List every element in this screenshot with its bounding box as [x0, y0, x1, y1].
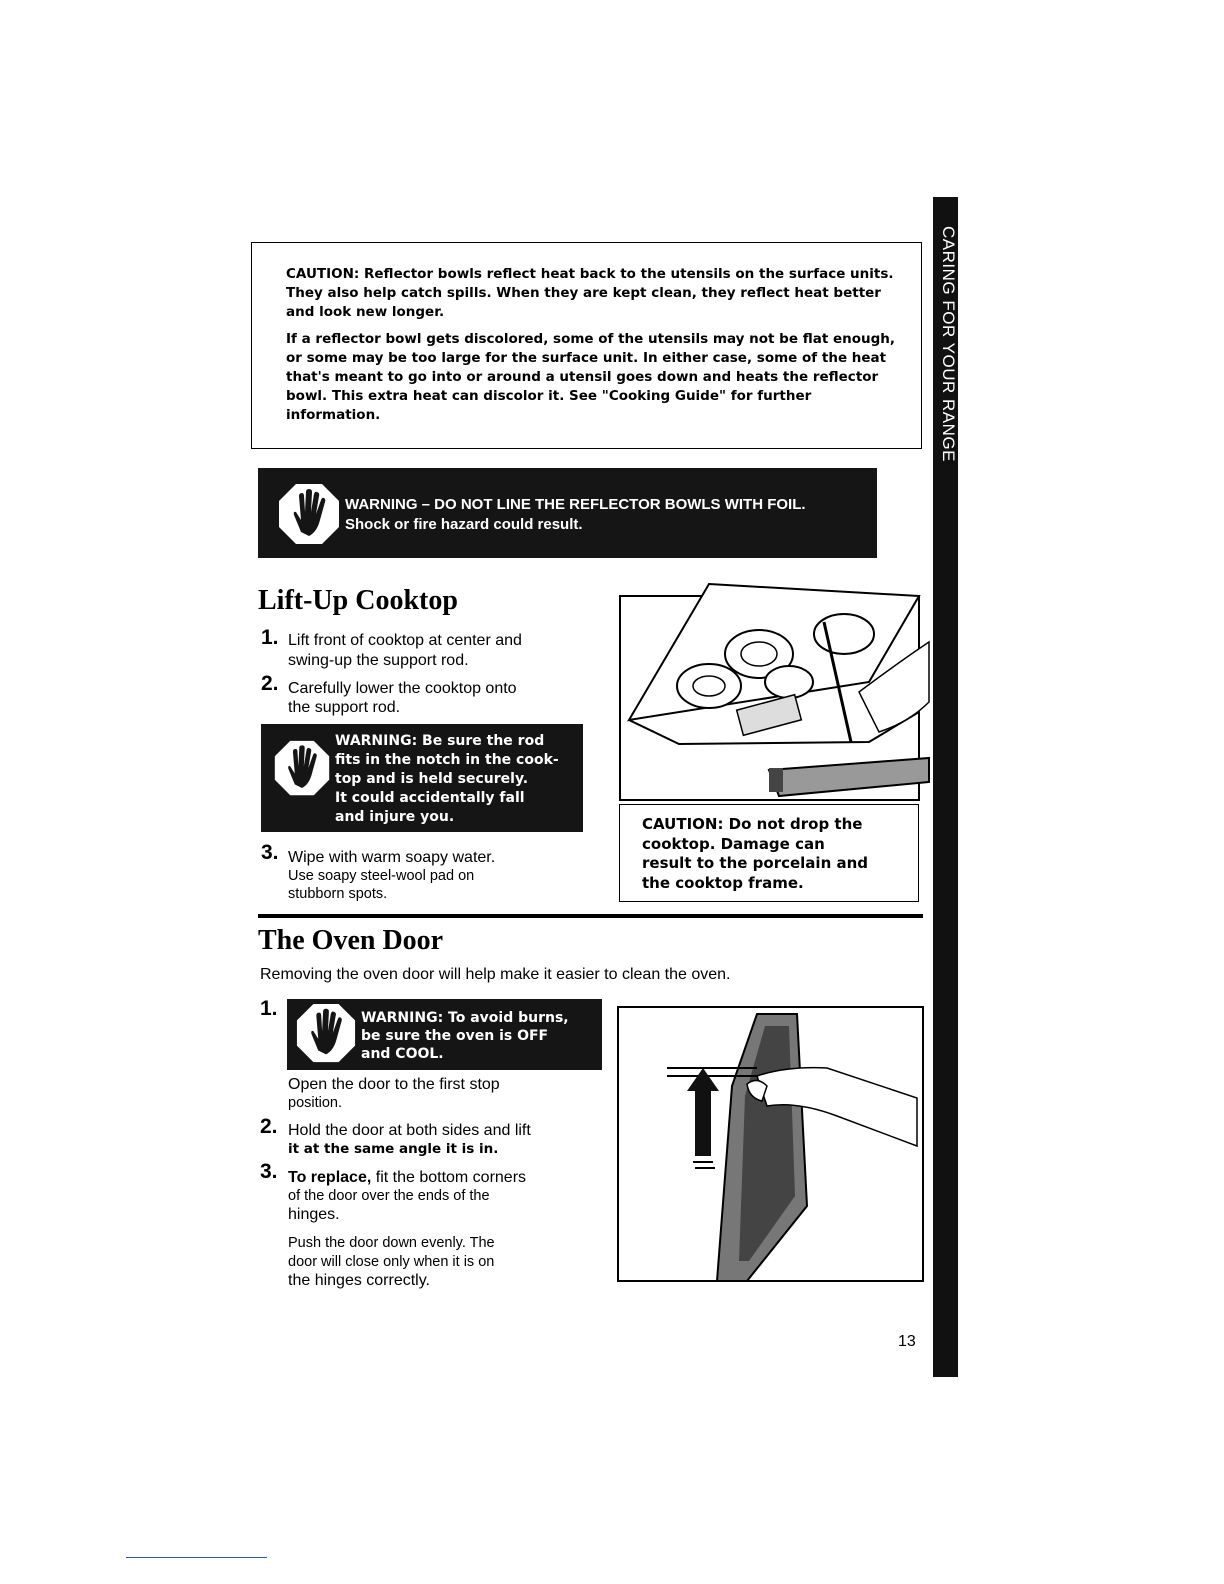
step-text: the support rod. [288, 699, 401, 716]
step-number: 1. [260, 997, 278, 1020]
section-divider [258, 914, 923, 918]
step-text-emphasis: it at the same angle it is in. [288, 1141, 499, 1157]
step-subtext: Push the door down evenly. The [288, 1235, 495, 1251]
oven-door-intro: Removing the oven door will help make it easier to clean the oven. [260, 966, 731, 983]
step-text: swing-up the support rod. [288, 652, 469, 669]
section-heading-oven-door: The Oven Door [258, 925, 444, 956]
step-number: 3. [260, 1160, 278, 1183]
step-text: To replace, fit the bottom corners [288, 1169, 527, 1186]
step-number: 3. [261, 841, 279, 864]
warning-foil-line-2: Shock or fire hazard could result. [345, 516, 583, 533]
step-text: Carefully lower the cooktop onto [288, 680, 517, 697]
section-heading-lift-up-cooktop: Lift-Up Cooktop [258, 585, 458, 616]
step-text: Lift front of cooktop at center and [288, 632, 522, 649]
warning-banner-foil [258, 468, 877, 558]
stop-hand-icon [295, 1002, 357, 1064]
step-number: 2. [260, 1115, 278, 1138]
warning-box-burns [287, 999, 602, 1070]
step-subtext: the hinges correctly. [288, 1272, 430, 1289]
stop-hand-icon [277, 482, 341, 546]
oven-door-illustration [617, 1006, 924, 1282]
warning-burns-text: WARNING: To avoid burns, be sure the oven is OFF and COOL. [361, 1010, 569, 1062]
step-text: Open the door to the first stop [288, 1076, 500, 1093]
warning-foil-line-1: WARNING – DO NOT LINE THE REFLECTOR BOWLS WITH FOIL. [345, 496, 806, 513]
warning-box-rod [261, 724, 583, 832]
step-number: 2. [261, 672, 279, 695]
stop-hand-icon [273, 739, 331, 797]
page-number: 13 [898, 1333, 916, 1350]
caution-box-reflector [251, 242, 922, 449]
step-text: position. [288, 1095, 343, 1111]
step-text: of the door over the ends of the [288, 1188, 490, 1204]
side-tab-label: CARING FOR YOUR RANGE [939, 226, 958, 462]
step-text: Wipe with warm soapy water. [288, 849, 496, 866]
step-subtext: stubborn spots. [288, 886, 388, 902]
footer-link-underline [126, 1557, 267, 1558]
caution-cooktop-text: CAUTION: Do not drop the cooktop. Damage can result to the porcelain and the cooktop frame. [642, 815, 869, 892]
caution-reflector-paragraph-2: If a reflector bowl gets discolored, some of the utensils may not be flat enough, or some may be too large for the surface unit. In either case, some of the heat that's meant to go into or around a utensil goes down and heats the reflector bowl. This extra heat can discolor it. See "Cooking Guide" for further information. [286, 331, 896, 423]
step-subtext: door will close only when it is on [288, 1254, 495, 1270]
step-text-emphasis: To replace, [288, 1169, 372, 1186]
caution-box-cooktop [619, 804, 919, 902]
step-subtext: Use soapy steel-wool pad on [288, 868, 475, 884]
step-text: hinges. [288, 1206, 340, 1223]
warning-rod-text: WARNING: Be sure the rod fits in the notch in the cook- top and is held securely. It could accidentally fall and injure you. [335, 733, 559, 825]
caution-reflector-paragraph-1: CAUTION: Reflector bowls reflect heat back to the utensils on the surface units. They also help catch spills. When they are kept clean, they reflect heat better and look new longer. [286, 266, 894, 320]
step-text: Hold the door at both sides and lift [288, 1122, 531, 1139]
lift-up-cooktop-illustration [619, 582, 931, 802]
step-number: 1. [261, 626, 279, 649]
